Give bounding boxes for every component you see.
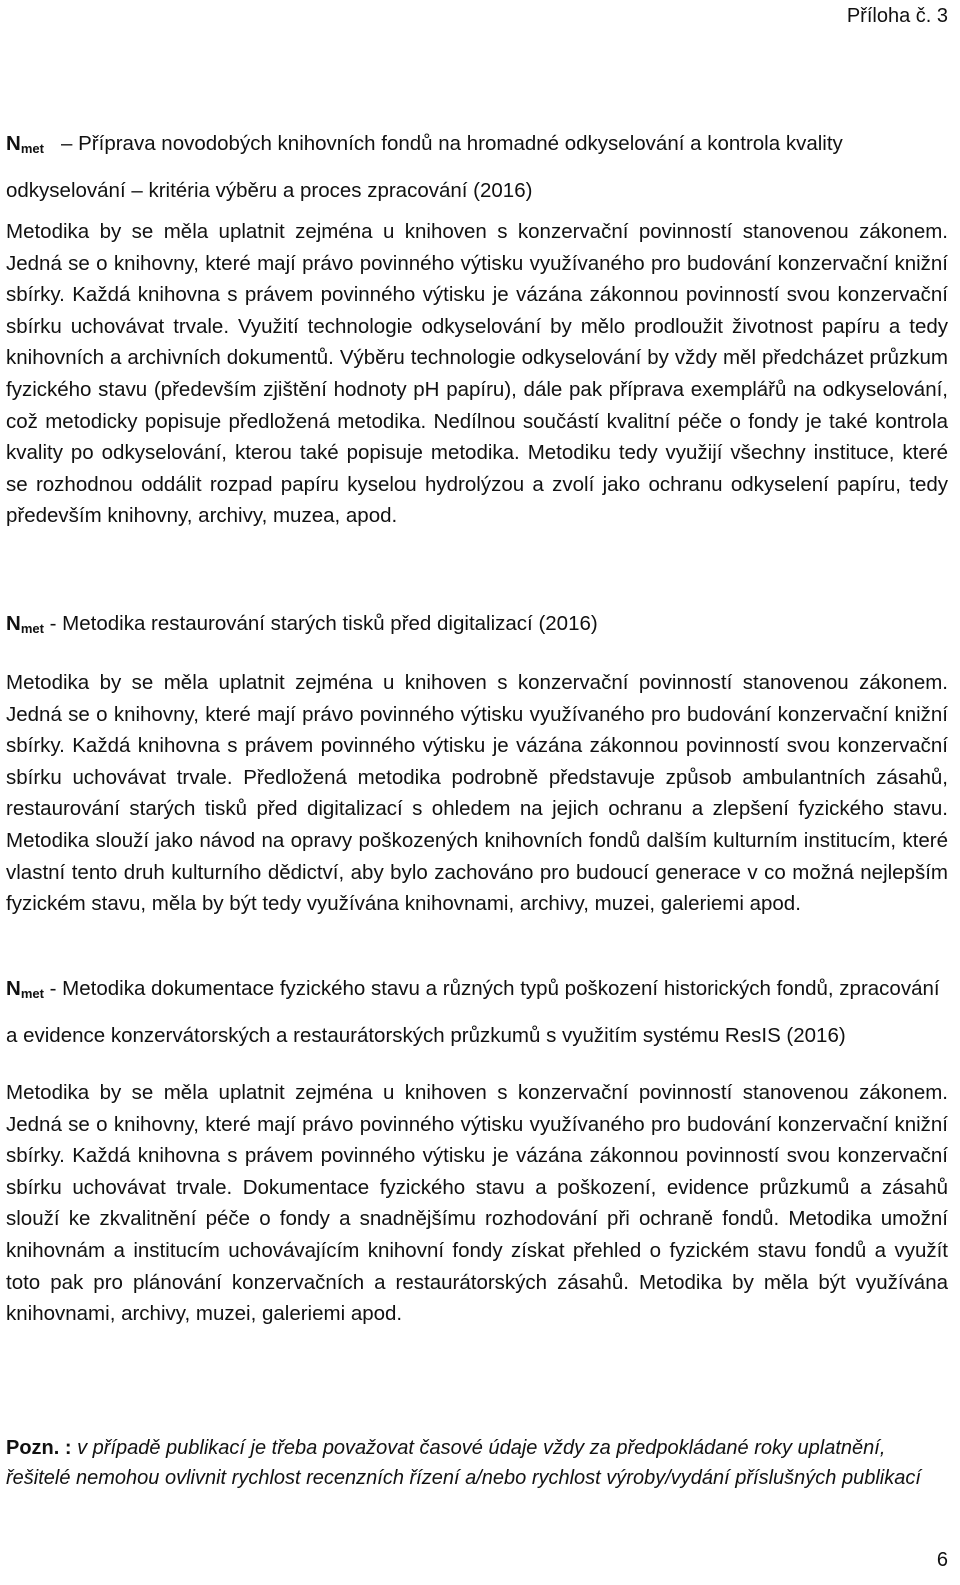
section-heading (6, 603, 948, 650)
section-body: Metodika by se měla uplatnit zejména u knihoven s konzervační povinností stanovenou zákonem. Jedná se o knihovny, které mají právo povinného výtisku využívaného pro budování konzervační knižní sbírky. Každá knihovna s právem povinného výtisku je vázána zákonnou povinností svou konzervační sbírku uchovávat trvale. Dokumentace fyzického stavu a poškození, evidence průzkumů a zásahů slouží ke zkvalitnění péče o fondy a snadnějšímu rozhodování při ochraně fondů. Metodika umožní knihovnám a institucím uchovávajícím knihovní fondy získat přehled o fyzickém stavu fondů a využít toto pak pro plánování konzervačních a restaurátorských zásahů. Metodika by měla být využívána knihovnami, archivy, muzei, galeriemi apod. (6, 1081, 948, 1326)
page-number: 6 (936, 1549, 948, 1571)
method-section-documentation (6, 968, 948, 1330)
footnote-label: Pozn. : (6, 1437, 72, 1459)
footnote-text: v případě publikací je třeba považovat časové údaje vždy za předpokládané roky uplatnění, řešitelé nemohou ovlivnit rychlost recenzních řízení a/nebo rychlost výroby/vydání příslušných publikací (6, 1437, 921, 1489)
document-page (6, 0, 948, 1585)
section-title: - Metodika dokumentace fyzického stavu a různých typů poškození historických fondů, zpracování a evidence konzervátorských a restaurátorských průzkumů s využitím systému ResIS (2016) (6, 977, 940, 1047)
section-body: Metodika by se měla uplatnit zejména u knihoven s konzervační povinností stanovenou zákonem. Jedná se o knihovny, které mají právo povinného výtisku využívaného pro budování konzervační knižní sbírky. Každá knihovna s právem povinného výtisku je vázána zákonnou povinností svou konzervační sbírku uchovávat trvale. Předložená metodika podrobně představuje způsob ambulantních zásahů, restaurování starých tisků před digitalizací s ohledem na jejich ochranu a zlepšení fyzického stavu. Metodika slouží jako návod na opravy poškozených knihovních fondů dalším kulturním institucím, které vlastní tento druh kulturního dědictví, aby bylo zachováno pro budoucí generace v co možná nejlepším fyzickém stavu, měla by být tedy využívána knihovnami, archivy, muzei, galeriemi apod. (6, 671, 948, 916)
section-body: Metodika by se měla uplatnit zejména u knihoven s konzervační povinností stanovenou zákonem. Jedná se o knihovny, které mají právo povinného výtisku využívaného pro budování konzervační knižní sbírky. Každá knihovna s právem povinného výtisku je vázána zákonnou povinností svou konzervační sbírku uchovávat trvale. Využití technologie odkyselování by mělo prodloužit životnost papíru a tedy knihovních a archivních dokumentů. Výběru technologie odkyselování by vždy měl předcházet průzkum fyzického stavu (především zjištění hodnoty pH papíru), dále pak příprava exemplářů na odkyselování, což metodicky popisuje předložená metodika. Nedílnou součástí kvalitní péče o fondy je také kontrola kvality po odkyselování, kterou také popisuje metodika. Metodiku tedy využijí všechny instituce, které se rozhodnou oddálit rozpad papíru kyselou hydrolýzou a zvolí jako ochranu odkyselení papíru, tedy především knihovny, archivy, muzea, apod. (6, 220, 948, 528)
annex-label: Příloha č. 3 (846, 5, 948, 27)
nmet-label: $N_{met}$ (6, 132, 44, 156)
section-heading (6, 968, 948, 1057)
footnote (6, 1433, 948, 1493)
section-title: – Příprava novodobých knihovních fondů na hromadné odkyselování a kontrola kvality odkyselování – kritéria výběru a proces zpracování (2016) (6, 132, 843, 202)
section-title: - Metodika restaurování starých tisků před digitalizací (2016) (49, 612, 598, 635)
method-section-restoration (6, 603, 948, 920)
method-section-deacidification (6, 123, 948, 532)
nmet-label: $N_{met}$ (6, 977, 44, 1001)
nmet-label: $N_{met}$ (6, 612, 44, 636)
section-heading (6, 123, 948, 212)
